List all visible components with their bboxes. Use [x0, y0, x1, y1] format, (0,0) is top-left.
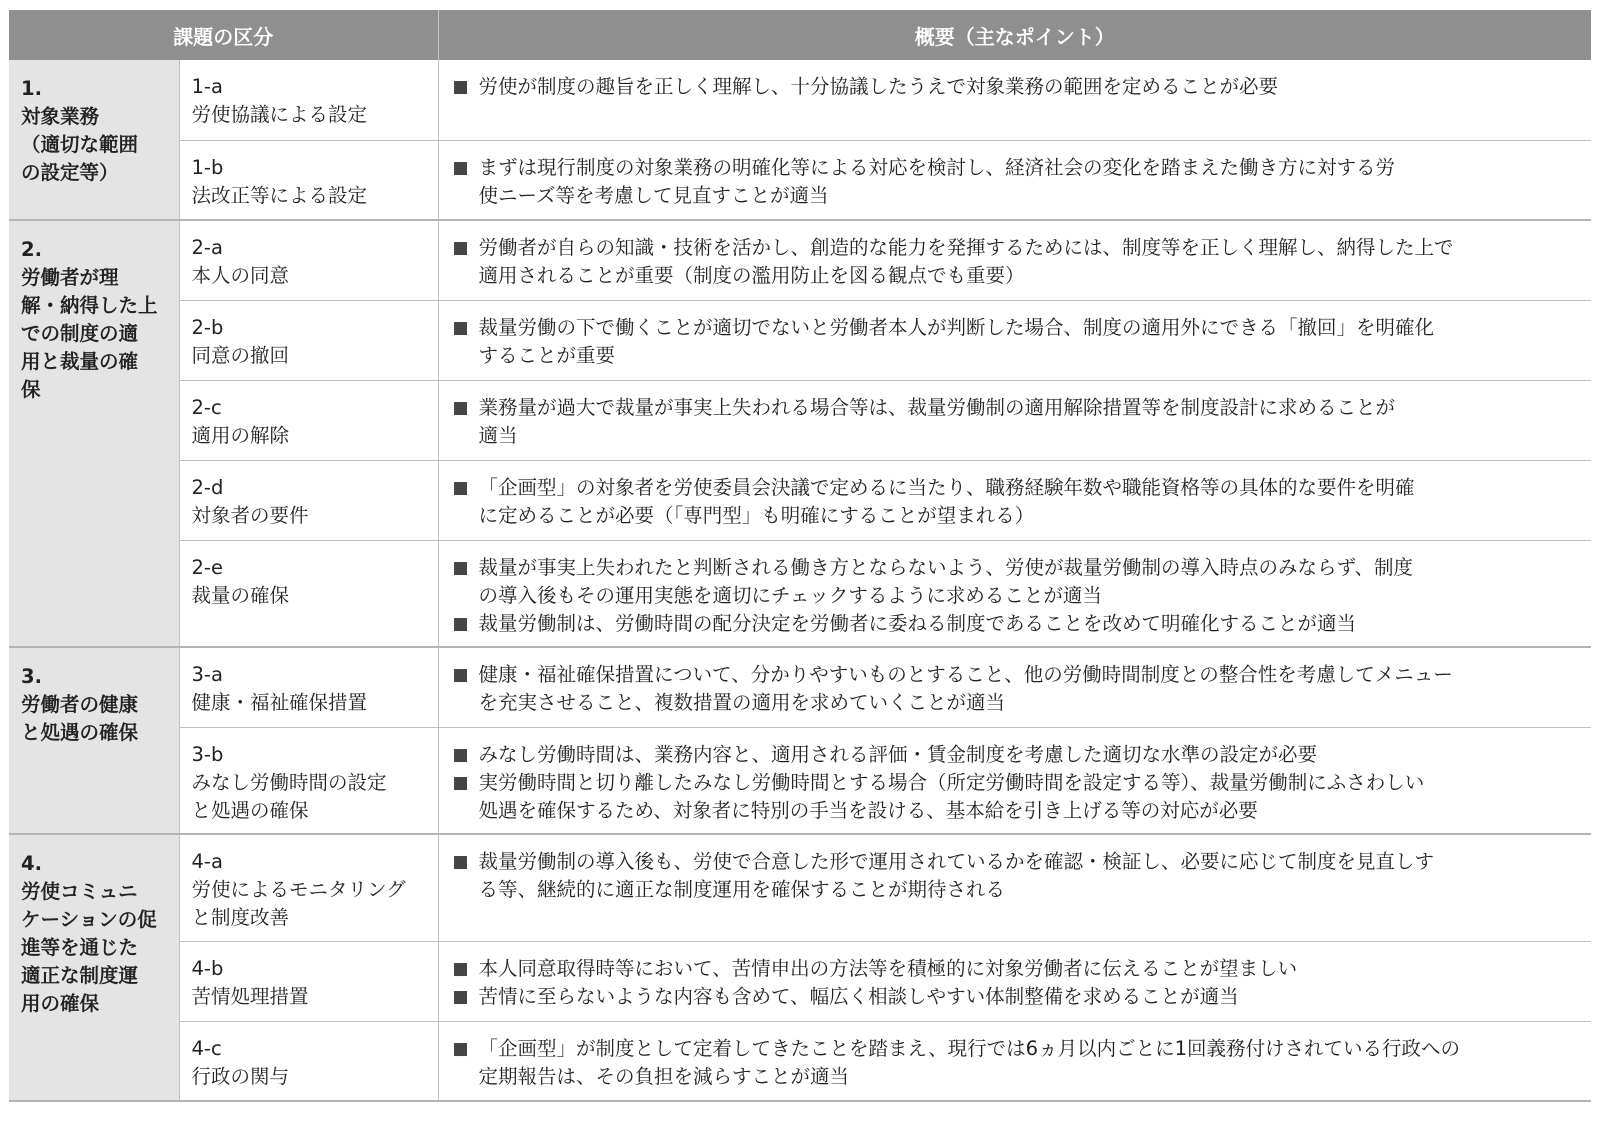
subcategory-code: 1-a [191, 75, 223, 98]
bullet-point [453, 848, 1584, 904]
overview-cell [438, 460, 1591, 540]
overview-cell [438, 380, 1591, 460]
table-row [9, 727, 1591, 834]
category-number: 1. [21, 77, 42, 100]
overview-cell [438, 60, 1591, 140]
subcategory-name: 労使協議による設定 [191, 103, 368, 126]
bullet-point [453, 474, 1584, 530]
bullet-text-line: の導入後もその運用実態を適切にチェックするように求めることが適当 [478, 583, 1102, 607]
table-body [9, 60, 1591, 1101]
category-title-line: 労使コミュニ [21, 880, 138, 903]
bullet-text-line: 裁量が事実上失われたと判断される働き方とならないよう、労使が裁量労働制の導入時点のみならず、制度 [478, 555, 1413, 579]
subcategory-code: 3-a [191, 663, 223, 686]
category-title-line: ケーションの促 [21, 908, 157, 931]
category-cell [9, 647, 179, 834]
subcategory-code: 4-c [191, 1036, 222, 1060]
bullet-text-line: することが重要 [478, 343, 616, 367]
bullet-text-line: 苦情に至らないような内容も含めて、幅広く相談しやすい体制整備を求めることが適当 [478, 984, 1239, 1008]
subcategory-code: 4-a [191, 850, 223, 873]
bullet-text-line: 本人同意取得時等において、苦情申出の方法等を積極的に対象労働者に伝えることが望ましい [478, 956, 1298, 980]
issues-summary-table [9, 10, 1591, 1102]
category-number: 4. [21, 852, 42, 875]
category-title-line: 用と裁量の確 [21, 350, 139, 373]
subcategory-cell [179, 647, 438, 727]
subcategory-name: 行政の関与 [191, 1064, 290, 1088]
subcategory-code: 2-d [191, 475, 224, 499]
bullet-text-line: 適用されることが重要（制度の濫用防止を図る観点でも重要） [478, 264, 1025, 287]
bullet-text-line: を充実させること、複数措置の適用を求めていくことが適当 [478, 691, 1006, 714]
bullet-text-line: 労使が制度の趣旨を正しく理解し、十分協議したうえで対象業務の範囲を定めることが必要 [478, 75, 1279, 98]
table-row [9, 540, 1591, 647]
square-bullet-icon: ■ [452, 852, 469, 872]
square-bullet-icon: ■ [452, 1038, 469, 1059]
overview-cell [438, 540, 1591, 647]
bullet-text-line: 裁量労働制の導入後も、労使で合意した形で運用されているかを確認・検証し、必要に応じて制度を見直しす [478, 850, 1435, 873]
bullet-text-line: 裁量労働の下で働くことが適切でないと労働者本人が判断した場合、制度の適用外にできる「撤回」を明確化 [478, 315, 1435, 339]
table-header-row [9, 10, 1591, 60]
overview-cell [438, 140, 1591, 220]
square-bullet-icon: ■ [452, 317, 469, 338]
subcategory-cell [179, 380, 438, 460]
table-row [9, 1021, 1591, 1101]
subcategory-cell [179, 727, 438, 834]
bullet-text-line: みなし労働時間は、業務内容と、適用される評価・賃金制度を考慮した適切な水準の設定が必要 [478, 742, 1318, 766]
overview-cell [438, 647, 1591, 727]
bullet-point [453, 394, 1584, 450]
bullet-point [453, 955, 1584, 983]
square-bullet-icon: ■ [452, 557, 469, 578]
subcategory-name: と処遇の確保 [191, 798, 309, 822]
category-cell [9, 220, 179, 647]
square-bullet-icon: ■ [452, 772, 469, 793]
category-title-line: と処遇の確保 [21, 721, 139, 744]
bullet-point [453, 1035, 1584, 1091]
overview-cell [438, 1021, 1591, 1101]
category-cell [9, 834, 179, 1101]
category-number: 2. [21, 238, 42, 261]
bullet-point [453, 554, 1584, 610]
bullet-text-line: 処遇を確保するため、対象者に特別の手当を設ける、基本給を引き上げる等の対応が必要 [478, 798, 1258, 822]
bullet-text-line: 労働者が自らの知識・技術を活かし、創造的な能力を発揮するためには、制度等を正しく理解し、納得した上で [478, 236, 1454, 259]
subcategory-name: 適用の解除 [191, 423, 290, 447]
bullet-point [453, 610, 1584, 638]
overview-cell [438, 834, 1591, 941]
bullet-text-line: 「企画型」が制度として定着してきたことを踏まえ、現行では6ヵ月以内ごとに1回義務付けされている行政への [478, 1036, 1460, 1060]
bullet-text-line: に定めることが必要（「専門型」も明確にすることが望まれる） [478, 503, 1035, 527]
subcategory-name: 労使によるモニタリング [191, 878, 406, 901]
table-row [9, 941, 1591, 1021]
table-row [9, 460, 1591, 540]
subcategory-code: 2-a [191, 236, 223, 259]
square-bullet-icon: ■ [452, 157, 469, 178]
bullet-text-line: 定期報告は、その負担を減らすことが適当 [478, 1064, 850, 1088]
overview-cell [438, 220, 1591, 300]
square-bullet-icon: ■ [452, 744, 469, 765]
table-row [9, 140, 1591, 220]
bullet-point [453, 661, 1584, 717]
bullet-text-line: 裁量労働制は、労働時間の配分決定を労働者に委ねる制度であることを改めて明確化することが適当 [478, 611, 1357, 635]
bullet-text-line: まずは現行制度の対象業務の明確化等による対応を検討し、経済社会の変化を踏まえた働き方に対する労 [478, 155, 1396, 179]
bullet-text-line: 使ニーズ等を考慮して見直すことが適当 [478, 183, 829, 207]
category-title-line: 対象業務 [21, 105, 100, 128]
category-cell [9, 60, 179, 220]
category-title-line: の設定等） [21, 161, 119, 184]
bullet-point [453, 983, 1584, 1011]
category-title-line: での制度の適 [21, 322, 139, 345]
subcategory-cell [179, 300, 438, 380]
subcategory-name: 苦情処理措置 [191, 984, 309, 1008]
overview-cell [438, 727, 1591, 834]
table-row [9, 300, 1591, 380]
subcategory-code: 2-e [191, 555, 223, 579]
square-bullet-icon: ■ [452, 397, 469, 418]
category-title-line: 保 [21, 378, 41, 401]
bullet-point [453, 769, 1584, 825]
bullet-text-line: 適当 [478, 423, 518, 447]
subcategory-name: 健康・福祉確保措置 [191, 691, 368, 714]
bullet-text-line: る等、継続的に適正な制度運用を確保することが期待される [478, 878, 1006, 901]
subcategory-name: と制度改善 [191, 906, 290, 929]
bullet-text-line: 「企画型」の対象者を労使委員会決議で定めるに当たり、職務経験年数や職能資格等の具体的な要件を明確 [478, 475, 1415, 499]
overview-cell [438, 300, 1591, 380]
header-overview: 概要（主なポイント） [438, 10, 1591, 60]
square-bullet-icon: ■ [452, 77, 469, 97]
subcategory-code: 3-b [191, 742, 224, 766]
category-title-line: （適切な範囲 [21, 133, 139, 156]
table-row [9, 380, 1591, 460]
table-row [9, 647, 1591, 727]
square-bullet-icon: ■ [452, 613, 469, 634]
category-title-line: 解・納得した上 [21, 294, 158, 317]
bullet-point [453, 314, 1584, 370]
subcategory-cell [179, 460, 438, 540]
subcategory-name: 同意の撤回 [191, 343, 290, 367]
summary-table-container [9, 10, 1591, 1102]
subcategory-name: みなし労働時間の設定 [191, 770, 387, 794]
square-bullet-icon: ■ [452, 477, 469, 498]
subcategory-cell [179, 540, 438, 647]
category-title-line: 進等を通じた [21, 936, 139, 959]
subcategory-cell [179, 60, 438, 140]
subcategory-name: 法改正等による設定 [191, 183, 368, 207]
subcategory-cell [179, 941, 438, 1021]
subcategory-name: 本人の同意 [191, 264, 290, 287]
bullet-point [453, 234, 1584, 290]
subcategory-cell [179, 1021, 438, 1101]
subcategory-code: 4-b [191, 956, 224, 980]
category-number: 3. [21, 665, 42, 688]
subcategory-code: 2-c [191, 395, 222, 419]
subcategory-code: 1-b [191, 155, 224, 179]
square-bullet-icon: ■ [452, 986, 469, 1007]
bullet-text-line: 業務量が過大で裁量が事実上失われる場合等は、裁量労働制の適用解除措置等を制度設計に求めることが [478, 395, 1396, 419]
subcategory-name: 対象者の要件 [191, 503, 309, 527]
square-bullet-icon: ■ [452, 665, 469, 685]
bullet-point [453, 154, 1584, 210]
header-issue-category: 課題の区分 [9, 10, 438, 60]
bullet-point [453, 73, 1584, 101]
subcategory-name: 裁量の確保 [191, 583, 290, 607]
table-row [9, 834, 1591, 941]
subcategory-cell [179, 220, 438, 300]
table-row [9, 220, 1591, 300]
subcategory-code: 2-b [191, 315, 224, 339]
square-bullet-icon: ■ [452, 958, 469, 979]
category-title-line: 適正な制度運 [21, 964, 139, 987]
category-title-line: 労働者が理 [21, 266, 119, 289]
square-bullet-icon: ■ [452, 238, 469, 258]
bullet-text-line: 健康・福祉確保措置について、分かりやすいものとすること、他の労働時間制度との整合性を考慮してメニュー [478, 663, 1453, 686]
bullet-point [453, 741, 1584, 769]
category-title-line: 用の確保 [21, 992, 100, 1015]
subcategory-cell [179, 834, 438, 941]
category-title-line: 労働者の健康 [21, 693, 139, 716]
subcategory-cell [179, 140, 438, 220]
overview-cell [438, 941, 1591, 1021]
table-row [9, 60, 1591, 140]
bullet-text-line: 実労働時間と切り離したみなし労働時間とする場合（所定労働時間を設定する等）、裁量労働制にふさわしい [478, 770, 1425, 794]
